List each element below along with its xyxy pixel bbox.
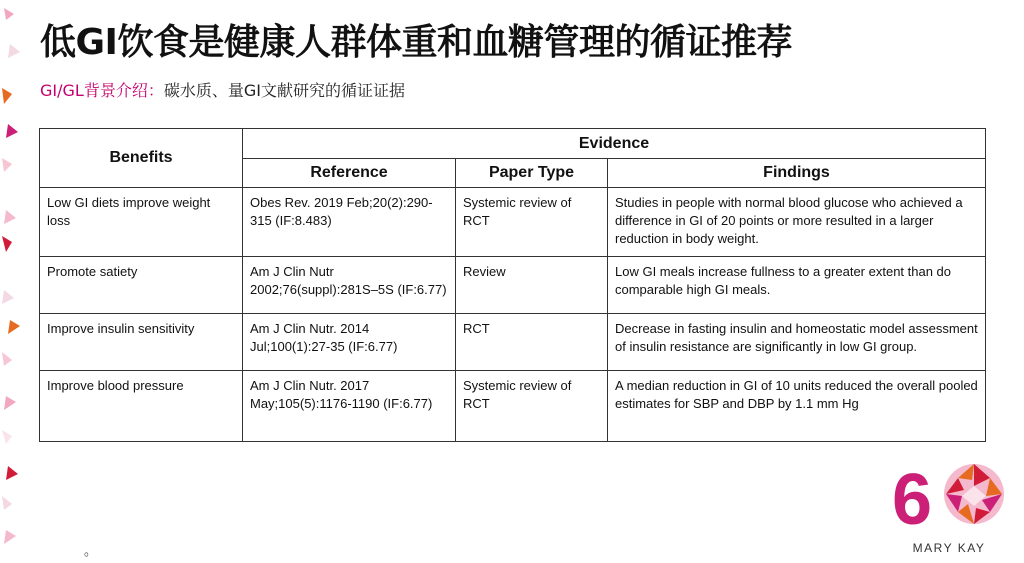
- table-row: [40, 188, 986, 257]
- footnote-bullet: 。: [84, 544, 98, 559]
- decorative-triangles: [0, 0, 26, 563]
- cell-reference: Obes Rev. 2019 Feb;20(2):290-315 (IF:8.483): [243, 188, 456, 257]
- cell-reference: Am J Clin Nutr. 2014 Jul;100(1):27-35 (IF:6.77): [243, 314, 456, 371]
- svg-text:6: 6: [892, 460, 933, 540]
- cell-paper-type: Review: [456, 257, 608, 314]
- cell-paper-type: RCT: [456, 314, 608, 371]
- cell-findings: Decrease in fasting insulin and homeostatic model assessment of insulin resistance are significantly in low GI group.: [608, 314, 986, 371]
- mary-kay-60-logo: [890, 456, 1008, 556]
- cell-findings: Low GI meals increase fullness to a greater extent than do comparable high GI meals.: [608, 257, 986, 314]
- cell-findings: Studies in people with normal blood glucose who achieved a difference in GI of 20 points or more resulted in a larger reduction in body weight.: [608, 188, 986, 257]
- cell-benefit: Promote satiety: [40, 257, 243, 314]
- cell-reference: Am J Clin Nutr 2002;76(suppl):281S–5S (IF:6.77): [243, 257, 456, 314]
- table-row: [40, 371, 986, 442]
- header-paper-type: Paper Type: [456, 159, 608, 188]
- table-header-row: [40, 129, 986, 159]
- table-row: [40, 314, 986, 371]
- subtitle-accent: GI/GL背景介绍：: [40, 81, 164, 100]
- cell-reference: Am J Clin Nutr. 2017 May;105(5):1176-1190 (IF:6.77): [243, 371, 456, 442]
- page-title: 低GI饮食是健康人群体重和血糖管理的循证推荐: [40, 22, 792, 63]
- table-row: [40, 257, 986, 314]
- header-benefits: Benefits: [40, 129, 243, 188]
- header-reference: Reference: [243, 159, 456, 188]
- evidence-table: [39, 128, 986, 442]
- cell-paper-type: Systemic review of RCT: [456, 188, 608, 257]
- cell-paper-type: Systemic review of RCT: [456, 371, 608, 442]
- header-findings: Findings: [608, 159, 986, 188]
- logo-zero-mosaic: [944, 464, 1004, 524]
- page-subtitle: [40, 78, 405, 101]
- header-evidence: Evidence: [243, 129, 986, 159]
- cell-findings: A median reduction in GI of 10 units reduced the overall pooled estimates for SBP and DBP by 1.1 mm Hg: [608, 371, 986, 442]
- cell-benefit: Improve insulin sensitivity: [40, 314, 243, 371]
- cell-benefit: Improve blood pressure: [40, 371, 243, 442]
- subtitle-text: 碳水质、量GI文献研究的循证证据: [163, 81, 405, 100]
- cell-benefit: Low GI diets improve weight loss: [40, 188, 243, 257]
- logo-brand-text: MARY KAY: [912, 541, 986, 555]
